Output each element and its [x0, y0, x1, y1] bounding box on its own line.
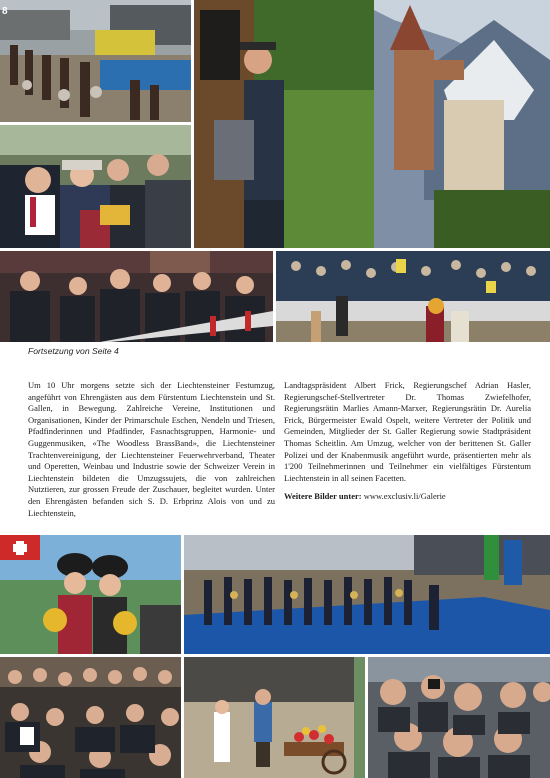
- photo-seated-dignitaries: [0, 125, 191, 248]
- article-column-2: [284, 380, 531, 503]
- photo-man-castle: [194, 0, 550, 248]
- photo-grandstand-crowd: [276, 251, 550, 342]
- photo-flower-cart: [184, 657, 365, 778]
- continuation-note: Fortsetzung von Seite 4: [28, 346, 119, 356]
- more-pictures-line: [284, 491, 531, 503]
- gallery-link[interactable]: www.exclusiv.li/Galerie: [363, 491, 446, 502]
- photo-parade-band: [0, 0, 191, 122]
- page-number: 8: [2, 6, 8, 17]
- photo-guests-railing: [0, 251, 273, 342]
- photo-spectators: [368, 657, 550, 778]
- photo-audience: [0, 657, 181, 778]
- photo-women-costume: [0, 535, 181, 654]
- photo-band-carpet: [184, 535, 550, 654]
- article-column-2-text: Landtagspräsident Albert Frick, Regierungschef Adrian Hasler, Regierungschef-Stellvertreter Dr. Thomas Zwiefelhofer, Regierungsrätin Marlies Amann-Marxer, Regierungsrätin Dr. Aurelia Frick, Bürgermeister Ewald Ospelt, weitere Vertreter der Politik und Gemeinden, Mitglieder der St. Galler Regierung sowie Stadtpräsident Thomas Scheitlin. Am Umzug, welcher von der berittenen St. Galler Polizei und der Knabenmusik angeführt wurde, präsentierten mehr als 1'200 Teilnehmerinnen und Teilnehmer ein vielfältiges Fürstentum Liechtenstein in all seinen Facetten.: [284, 380, 531, 483]
- article-column-1: Um 10 Uhr morgens setzte sich der Liechtensteiner Festumzug, angeführt von Ehrengästen aus dem Fürstentum Liechtenstein und St. Gallen, in Bewegung. Zahlreiche Vereine, Institutionen und Organisationen, Kinder der Primarschule Eschen, Nendeln und Triesen, Pfadfinderinnen und Pfadfinder, Fasnachtsgruppen, Harmonie- und Guggenmusiken, «The Woodless BrassBand», die Liechtensteiner Trachtenvereinigung, der Liechtensteiner Feuerwehrverband, Theater und Operetten, Weinbau und Industrie sowie der Schweizer Verein in Liechtenstein bildeten die Umzugssujets, die von zahlreichen Nutztieren, zur grossen Freude der Zuschauer, begleitet wurden. Unter den Ehrengästen befanden sich S. D. Erbprinz Alois von und zu Liechtenstein,: [28, 380, 275, 518]
- more-pictures-label: Weitere Bilder unter:: [284, 491, 362, 502]
